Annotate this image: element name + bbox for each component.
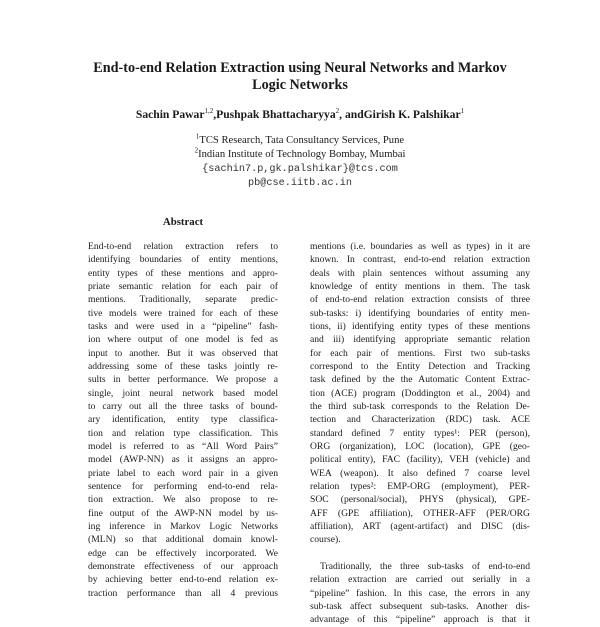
body-line: knowledge of entity mentions in them. The task bbox=[310, 280, 530, 292]
body-line: Traditionally, the three sub-tasks of end-to-end bbox=[320, 560, 530, 572]
body-line: ORG (organization), LOC (location), GPE (geo- bbox=[310, 440, 530, 452]
affil-text: Indian Institute of Technology Bombay, Mumbai bbox=[198, 149, 406, 160]
abstract-line: (MLN) so that additional domain knowl- bbox=[88, 534, 278, 546]
body-line: standard defined 7 entity types¹: PER (person), bbox=[310, 427, 530, 439]
abstract-line: addressing some of these tasks jointly re- bbox=[88, 360, 278, 372]
body-line: course). bbox=[310, 534, 341, 546]
body-line: tions, ii) identifying entity types of these mentions bbox=[310, 320, 530, 332]
affil-text: TCS Research, Tata Consultancy Services, Pune bbox=[199, 135, 405, 146]
body-line: for each pair of mentions. First two sub-tasks bbox=[310, 347, 530, 359]
body-line: sub-tasks: i) identifying boundaries of entity men- bbox=[310, 307, 530, 319]
abstract-heading: Abstract bbox=[162, 216, 204, 228]
email-line-2: pb@cse.iitb.ac.in bbox=[248, 178, 352, 189]
abstract-line: fine output of the AWP-NN model by us- bbox=[88, 507, 278, 519]
author-name: Sachin Pawar bbox=[135, 108, 205, 121]
author-affil-mark: 1 bbox=[460, 107, 465, 116]
body-line: correspond to the Entity Detection and Tracking bbox=[310, 360, 530, 372]
abstract-line: entity types of these mentions and appro- bbox=[88, 267, 278, 279]
body-line: WEA (weapon). It also defined 7 coarse level bbox=[310, 467, 530, 479]
abstract-line: tion extraction. We also propose to re- bbox=[88, 494, 278, 506]
abstract-column bbox=[88, 240, 278, 600]
abstract-line: to carry out all the three tasks of bound- bbox=[88, 400, 278, 412]
email-line-1: {sachin7.p,gk.palshikar}@tcs.com bbox=[202, 164, 398, 175]
abstract-line: sults in better performance. We propose a bbox=[88, 374, 278, 386]
abstract-line: model (AWP-NN) as it assigns an appro- bbox=[88, 454, 278, 466]
body-line: tion (ACE) program (Doddington et al., 2004) and bbox=[310, 387, 530, 399]
author-affil-mark: 2 bbox=[335, 107, 340, 116]
author-affil-mark: 1,2 bbox=[204, 107, 214, 116]
title-line-1: End-to-end Relation Extraction using Neural Networks and Markov bbox=[93, 60, 507, 76]
affil-mark: 2 bbox=[194, 146, 199, 155]
author-name: Pushpak Bhattacharyya bbox=[216, 108, 336, 121]
affil-mark: 1 bbox=[195, 132, 200, 141]
body-line: task defined by the the Automatic Content Extrac- bbox=[310, 374, 530, 386]
abstract-line: ing inference in Markov Logic Networks bbox=[88, 520, 278, 532]
affiliation-1 bbox=[60, 134, 540, 147]
body-line: relation extraction are carried out serially in a bbox=[310, 574, 530, 586]
abstract-line: priate semantic relation for each pair of bbox=[88, 280, 278, 292]
abstract-line: model is referred to as “All Word Pairs” bbox=[88, 440, 278, 452]
abstract-line: mentions. Traditionally, separate predic- bbox=[88, 294, 278, 306]
abstract-line: single, joint neural network based model bbox=[88, 387, 278, 399]
author-separator: , bbox=[213, 108, 217, 121]
body-line: AFF (GPE affiliation), OTHER-AFF (PER/ORG bbox=[310, 507, 530, 519]
abstract-line: sentence for performing end-to-end rela- bbox=[88, 480, 278, 492]
author-name: Girish K. Palshikar bbox=[363, 108, 461, 121]
body-line: advantage of this “pipeline” approach is that it bbox=[310, 614, 530, 626]
body-line: known. In contrast, end-to-end relation extraction bbox=[310, 254, 530, 266]
body-line: sub-task affect subsequent sub-tasks. Another dis- bbox=[310, 600, 530, 612]
paper-title bbox=[60, 60, 540, 94]
intro-column bbox=[310, 240, 530, 627]
abstract-line: input to another. But it was observed that bbox=[88, 347, 278, 359]
body-line: relation types²: EMP-ORG (employment), PER- bbox=[310, 480, 530, 492]
body-line: deals with plain sentences without assuming any bbox=[310, 267, 530, 279]
abstract-line: ion where output of one model is fed as bbox=[88, 334, 278, 346]
body-line: affiliation), ART (agent-artifact) and DISC (dis- bbox=[310, 520, 530, 532]
abstract-line: edge can be effectively incorporated. We bbox=[88, 547, 278, 559]
body-line: tection and Characterization (RDC) task. ACE bbox=[310, 414, 530, 426]
body-line: SOC (personal/social), PHYS (physical), GPE- bbox=[310, 494, 530, 506]
body-line: of end-to-end relation extraction consists of three bbox=[310, 294, 530, 306]
abstract-line: demonstrate effectiveness of our approach bbox=[88, 560, 278, 572]
abstract-line: identifying boundaries of entity mentions, bbox=[88, 254, 278, 266]
abstract-line: tasks and were used in a “pipeline” fash- bbox=[88, 320, 278, 332]
body-line: mentions (i.e. boundaries as well as types) in it are bbox=[310, 241, 530, 252]
abstract-line: tion and relation type classification. This bbox=[88, 427, 278, 439]
body-line: “pipeline” fashion. In this case, the errors in any bbox=[310, 587, 530, 599]
author-separator: , and bbox=[339, 108, 364, 121]
abstract-line: priate label to each word pair in a given bbox=[88, 467, 278, 479]
paragraph-gap bbox=[310, 547, 530, 560]
abstract-line: tive models were trained for each of these bbox=[88, 307, 278, 319]
body-line: and iii) identifying appropriate semantic relation bbox=[310, 334, 530, 346]
affiliation-2 bbox=[60, 148, 540, 161]
abstract-line: by achieving better end-to-end relation ex- bbox=[88, 574, 278, 586]
abstract-line: traction performance than all 4 previous bbox=[88, 587, 278, 599]
author-list bbox=[60, 108, 540, 122]
body-line: the third sub-task corresponds to the Relation De- bbox=[310, 400, 530, 412]
abstract-line: End-to-end relation extraction refers to bbox=[88, 241, 278, 252]
title-line-2: Logic Networks bbox=[252, 77, 348, 93]
body-line: political entity), FAC (facility), VEH (vehicle) and bbox=[310, 454, 530, 466]
abstract-line: ary identification, entity type classifica- bbox=[88, 414, 278, 426]
